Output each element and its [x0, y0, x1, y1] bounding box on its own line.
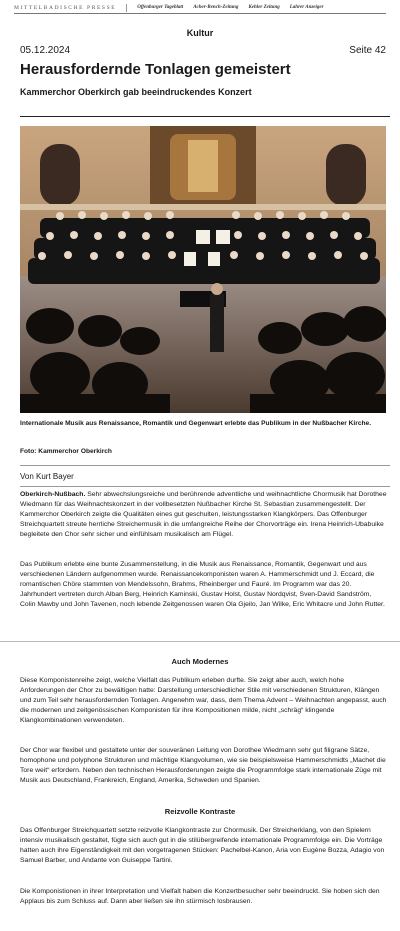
- masthead-paper-2: Acher-Rench-Zeitung: [193, 5, 239, 10]
- issue-date: 05.12.2024: [20, 45, 71, 56]
- masthead-paper-1: Offenburger Tageblatt: [137, 5, 184, 10]
- dateline: Oberkirch-Nußbach.: [20, 491, 86, 498]
- photo-caption: Internationale Musik aus Renaissance, Romantik und Gegenwart erlebte das Publikum in der Nußbacher Kirche.: [20, 420, 372, 427]
- article-headline: Herausfordernde Tonlagen gemeistert: [20, 61, 291, 78]
- byline-divider-bottom: [20, 486, 390, 487]
- byline-divider-top: [20, 465, 390, 466]
- paragraph-6: Die Komponistionen in ihrer Interpretation und Vielfalt haben die Konzertbesucher sehr beeindruckt. Sie hoben sich den Applaus bis zum Schluss auf. Dann aber ließen sie ihn stürmisch losbrausen.: [20, 888, 380, 905]
- paragraph-1: [20, 490, 388, 540]
- masthead-title: MITTELBADISCHE PRESSE: [14, 4, 117, 11]
- masthead-bar: [14, 2, 386, 14]
- photo-credit: Foto: Kammerchor Oberkirch: [20, 448, 112, 455]
- masthead-paper-4: Lahrer Anzeiger: [289, 5, 324, 10]
- article-author: Von Kurt Bayer: [20, 472, 74, 481]
- article-subheadline: Kammerchor Oberkirch gab beeindruckendes Konzert: [20, 87, 252, 97]
- masthead-divider: [126, 4, 127, 12]
- article-photo: [20, 126, 386, 413]
- paragraph-4: Der Chor war flexibel und gestaltete unter der souveränen Leitung von Dorothee Wiedmann sehr gut filigrane Sätze, homophone und polyphone Strukturen und mächtige Klangvolumen, wie sie beispielsweise Hammerschmidts „Machet die Tore weit“ erfordern. Neben den technischen Herausforderungen zeigte die Programmfolge stark internationale Züge mit Musik aus Deutschland, Frankreich, England, Amerika, Schweden und Spanien.: [20, 747, 386, 784]
- section-divider: [0, 641, 400, 642]
- paragraph-1-text: Sehr abwechslungsreiche und berührende adventliche und weihnachtliche Chormusik hat Dorothee Wiedmann für das Weihnachtskonzert in der vollbesetzten Nußbacher Kirche St. Sebastian zusammengestellt. Der Kammerchor Oberkirch zeigte die Qualitäten eines gut geschulten, leistungsstarken Klangkörpers. Das Offenburger Streichquartett streute herrliche Streichermusik in die umfangreiche Reihe der Chorvorträge ein. Irena Heinrich-Ubabuike begleitete den Chor sehr sicher und einfühlsam musikalisch am Flügel.: [20, 491, 387, 538]
- header-divider: [20, 116, 390, 117]
- paragraph-2: Das Publikum erlebte eine bunte Zusammenstellung, in die Musik aus Renaissance, Romantik, Gegenwart und aus verschiedenen Ländern aufgenommen wurde. Renaissancekomponisten waren A. Hammerschmidt und J. Eccard, die romantischen Chöre stammten von Mendelssohn, Brahms, Rheinberger und Fauré. Im Programm war das 20. Jahrhundert vertreten durch Alban Berg, Heinrich Kaminski, Gustav Holst, Gustav Nordqvist, Sven-David Sandström, Colin Mawby und John Tavenen, noch lebende Zeitgenossen waren Ola Gjeilo, Jan Wilke, Eric Whitacre und John Rutter.: [20, 561, 385, 608]
- paragraph-5: Das Offenburger Streichquartett setzte reizvolle Klangkontraste zur Chormusik. Der Streicherklang, von den Spielern intensiv musikalisch gestaltet, fügte sich auch gut in die stilübergreifende internationale Programmfolge ein. Die Vorträge hatten auch ihre Eigenständigkeit mit den vorgetragenen Stücken: Pachelbel-Kanon, Aria von Eugène Bozza, Adagio von Samuel Barber, und Andante von Guiseppe Tartini.: [20, 827, 385, 864]
- page-number: Seite 42: [349, 45, 386, 56]
- paragraph-3: Diese Komponistenreihe zeigt, welche Vielfalt das Publikum erleben durfte. Sie zeigt aber auch, welch hohe Anforderungen der Chor zu bewältigen hatte: Darstellung unterschiedlicher Stile mit verschiedenen Strukturen, Klängen und zum Teil sehr herausfordernden Tonlagen. Angenehm war, dass, dem Thema Advent – Weihnachten angepasst, auch die modernen und zeitgenössischen Komponisten für ihre Kompositionen milde, nicht „schräg“ klingende Klangkombinationen verwendeten.: [20, 677, 387, 724]
- section-title: Kultur: [186, 28, 214, 38]
- subheading-reizvolle-kontraste: Reizvolle Kontraste: [164, 807, 236, 816]
- masthead-paper-3: Kehler Zeitung: [248, 5, 280, 10]
- subheading-auch-modernes: Auch Modernes: [171, 657, 229, 666]
